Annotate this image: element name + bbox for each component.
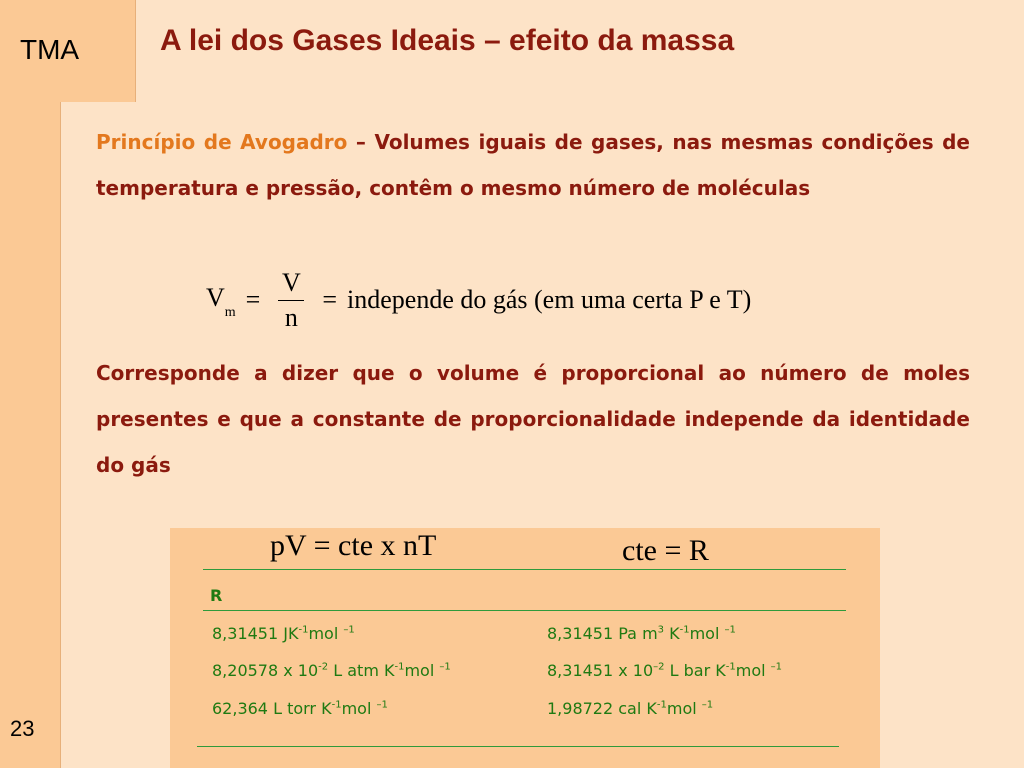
formula-fraction — [278, 268, 304, 333]
page-number: 23 — [10, 716, 35, 741]
cell-text: K — [664, 624, 680, 643]
formula-equals-2: = — [322, 285, 338, 314]
r-value-jk — [212, 624, 355, 643]
cell-sup: -1 — [679, 624, 690, 636]
formula-equals-1: = — [245, 285, 261, 314]
avogadro-paragraph — [96, 119, 970, 211]
formula-lhs-sub: m — [224, 305, 236, 321]
cell-sup: -2 — [318, 661, 329, 673]
cell-text: mol — [735, 661, 771, 680]
r-value-bar — [547, 661, 782, 680]
cell-sup: 3 — [657, 624, 665, 636]
sidebar-divider — [60, 102, 61, 768]
r-value-cal — [547, 699, 713, 718]
cell-text: 8,20578 x 10 — [212, 661, 319, 680]
cell-sup: –1 — [724, 624, 736, 636]
proportionality-paragraph: Corresponde a dizer que o volume é proporcional ao número de moles presentes e que a constante de proporcionalidade independe da identidade do gás — [96, 361, 970, 477]
left-sidebar — [0, 0, 60, 768]
cell-sup: -1 — [331, 699, 342, 711]
cell-sup: –1 — [376, 699, 388, 711]
ideal-gas-equation: pV = cte x nT — [270, 529, 437, 562]
cell-sup: –1 — [770, 661, 783, 673]
cell-text: 8,31451 JK — [212, 624, 299, 643]
cell-text: 1,98722 cal K — [547, 699, 657, 718]
table-rule-bottom — [197, 746, 839, 747]
cell-text: 8,31451 x 10 — [547, 661, 654, 680]
cell-text: mol — [689, 624, 725, 643]
cell-sup: -1 — [298, 624, 309, 636]
cell-text: mol — [666, 699, 702, 718]
slide-title: A lei dos Gases Ideais – efeito da massa — [160, 24, 735, 57]
molar-volume-formula — [206, 262, 751, 338]
cell-text: 8,31451 Pa m — [547, 624, 658, 643]
cell-text: L bar K — [664, 661, 726, 680]
cell-sup: –2 — [653, 661, 665, 673]
table-rule-mid — [203, 610, 846, 611]
avogadro-highlight: Princípio de Avogadro — [96, 130, 348, 154]
cte-equals-r: cte = R — [622, 534, 709, 567]
cell-text: mol — [341, 699, 377, 718]
table-header-r: R — [210, 586, 223, 605]
cell-text: L atm K — [328, 661, 395, 680]
fraction-numerator: V — [281, 267, 301, 297]
formula-lhs-main: V — [206, 282, 225, 312]
gas-constant-box — [170, 528, 880, 768]
cell-sup: –1 — [701, 699, 714, 711]
formula-lhs — [206, 282, 236, 321]
cell-sup: –1 — [343, 624, 355, 636]
cell-text: 62,364 L torr K — [212, 699, 332, 718]
r-value-atm — [212, 661, 451, 680]
cell-sup: -1 — [725, 661, 736, 673]
table-rule-top — [203, 569, 846, 570]
cell-text: mol — [308, 624, 344, 643]
cell-text: mol — [404, 661, 440, 680]
formula-rhs: independe do gás (em uma certa P e T) — [347, 285, 752, 314]
fraction-bar — [278, 300, 304, 301]
cell-sup: -1 — [656, 699, 667, 711]
r-value-pa — [547, 624, 736, 643]
slide-label: TMA — [20, 34, 80, 65]
cell-sup: –1 — [439, 661, 451, 673]
avogadro-text: – Volumes iguais de gases, nas mesmas condições de temperatura e pressão, contêm o mesmo número de moléculas — [96, 130, 970, 200]
fraction-denominator: n — [284, 302, 298, 332]
cell-sup: -1 — [394, 661, 405, 673]
r-value-torr — [212, 699, 388, 718]
